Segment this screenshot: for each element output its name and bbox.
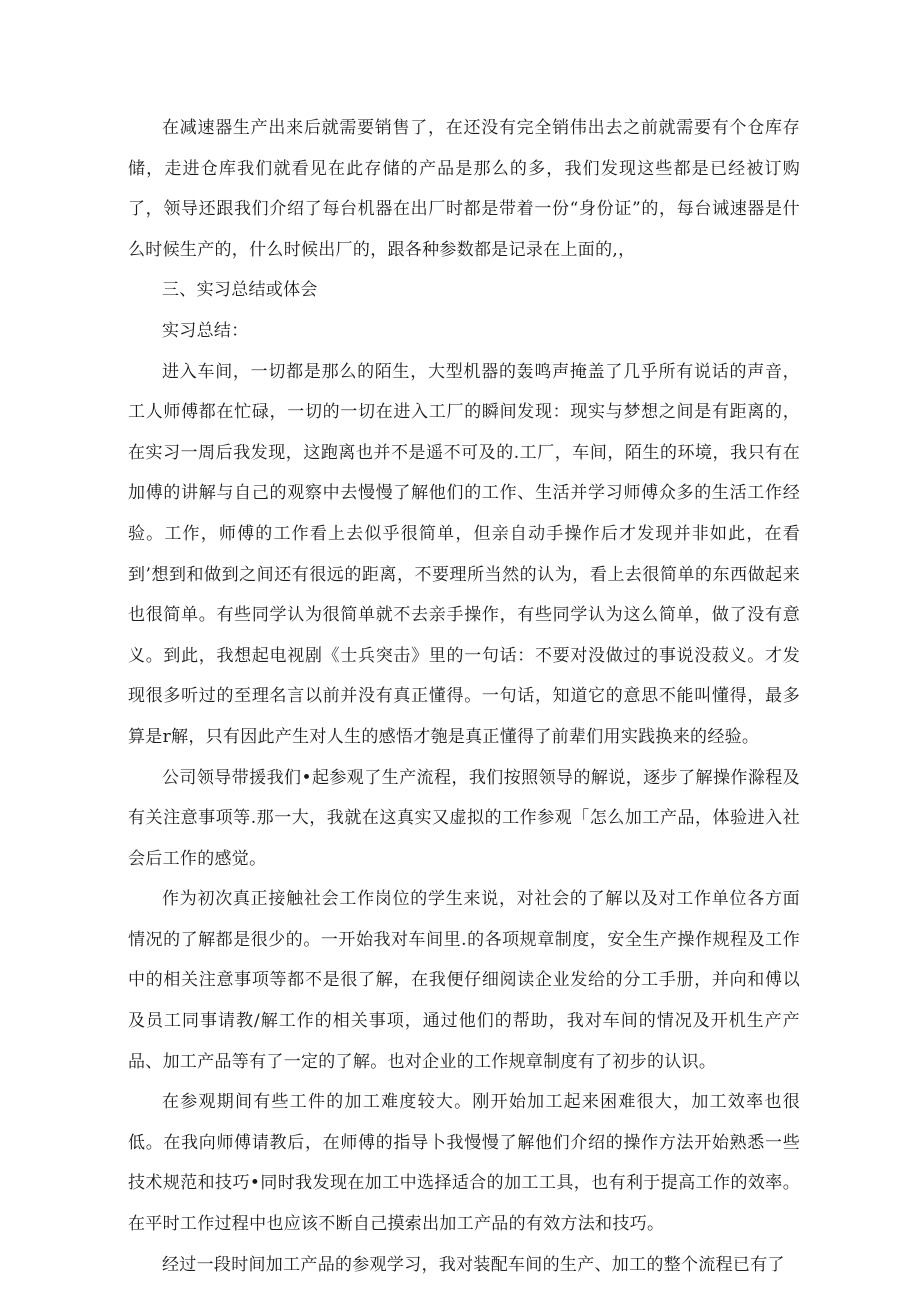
- section-heading: 三、实习总结或体会: [162, 280, 318, 301]
- paragraph-process-tour: 公司领导带援我们•起参观了生产流程，我们按照领导的解说，逐步了解操作滁程及有关注意事项等.那一大，我就在这真实又虚拟的工作参观「怎么加工产品，体验进入社会后工作的感觉。: [128, 767, 800, 869]
- subsection-heading: 实习总结：: [162, 320, 249, 341]
- document-body: [128, 108, 800, 1285]
- paragraph-workshop: 进入车间，一切都是那么的陌生，大型机器的轰鸣声掩盖了几乎所有说话的声音，工人师傅都在忙碌，一切的一切在进入工厂的瞬间发现：现实与梦想之间是有距离的，在实习一周后我发现，这跑离也并不是遥不可及的.工厂，车间，陌生的环境，我只有在加傅的讲解与自己的观察中去慢慢了解他们的工作、生活并学习师傅众多的生活工作经验。工作，师傅的工作看上去似乎很简单，但亲自动手操作后才发现并非如此，在看到’想到和做到之间还有很远的距离，不要理所当然的认为，看上去很简单的东西做起来也很简单。有些同学认为很简单就不去亲手操作，有些同学认为这么简单，做了没有意义。到此，我想起电视剧《士兵突击》里的一句话：不要对没做过的事说没菽义。才发现很多听过的至理名言以前并没有真正懂得。一句话，知道它的意思不能叫懂得，最多算是r解，只有因此产生对人生的感悟才匏是真正懂得了前辈们用实践换来的经验。: [128, 361, 800, 747]
- paragraph-regulations: 作为初次真正接触社会工作岗位的学生来说，对社会的了解以及对工作单位各方面情况的了解都是很少的。一开始我对车间里.的各项规章制度，安全生产操作规程及工作中的相关注意事项等都不是很了解，在我便仔细阅读企业发给的分工手册，并向和傅以及员工同事请教/解工作的相关事项，通过他们的帮助，我对车间的情况及开机生产产品、加工产品等有了一定的了解。也对企业的工作规章制度有了初步的认识。: [128, 889, 800, 1072]
- paragraph-warehouse: 在减速器生产出来后就需要销售了，在还没有完全销伟出去之前就需要有个仓库存储，走进仓库我们就看见在此存储的产品是那么的多，我们发现这些都是已经被订购了，领导还跟我们介绍了每台机器在出厂时都是带着一份“身份证”的，每台诫速器是什么时候生产的，什么时候出厂的，跟各种参数都是记录在上面的,，: [128, 118, 800, 260]
- paragraph-assembly-workshop: 经过一段时间加工产品的参观学习，我对装配车间的生产、加工的整个流程已有了: [162, 1254, 785, 1275]
- paragraph-processing-difficulty: 在参观期间有些工件的加工难度较大。刚开始加工起来困难很大，加工效率也很低。在我向师傅请教后，在师傅的指导卜我慢慢了解他们介绍的操作方法开始熟悉一些技术规范和技巧•同时我发现在加工中选择适合的加工工具，也有利于提高工作的效率。在平时工作过程中也应该不断自己摸索出加工产品的有效方法和技巧。: [128, 1092, 800, 1235]
